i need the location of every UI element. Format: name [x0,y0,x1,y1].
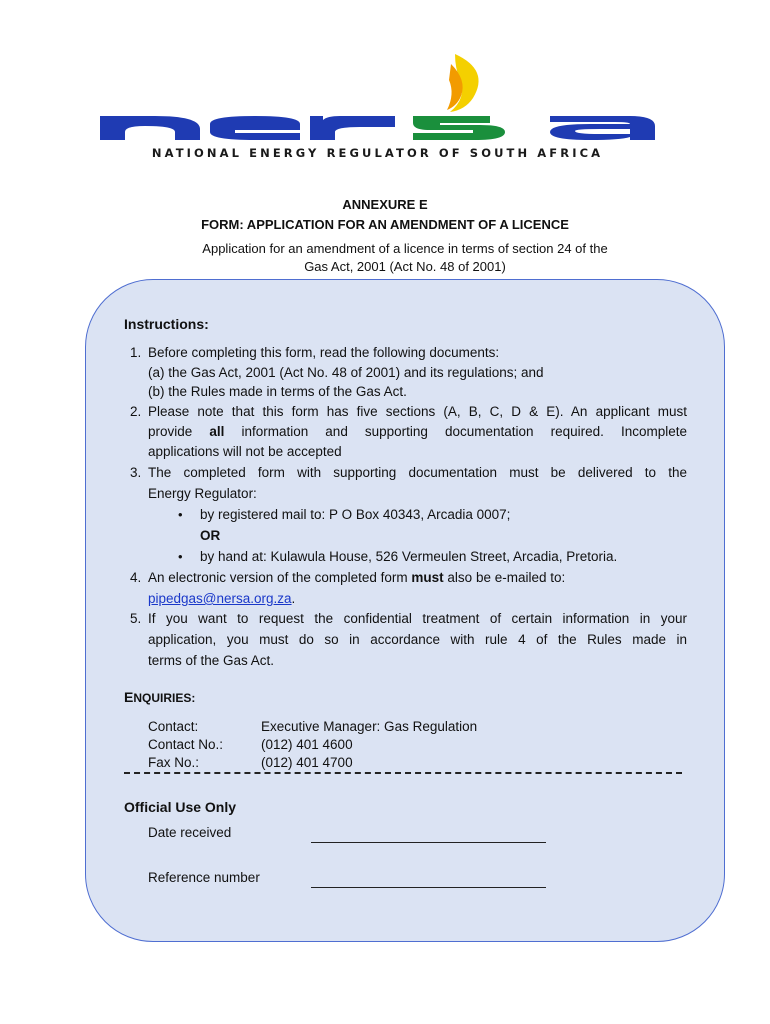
text-run: E [124,689,134,705]
instruction-5-line-3: terms of the Gas Act. [148,653,275,668]
annexure-label: ANNEXURE E [342,197,428,212]
subtitle-line-1: Application for an amendment of a licence in terms of section 24 of the [202,241,608,256]
text-run: also be e-mailed to: [447,570,566,585]
contact-value: Executive Manager: Gas Regulation [261,719,478,734]
emphasis-must: must [411,570,444,585]
reference-number-field[interactable] [311,871,546,888]
instruction-1: Before completing this form, read the following documents: [148,345,500,360]
instruction-4-line-1 [148,568,565,588]
logo-letter-a [550,116,655,140]
enquiries-heading [124,689,195,705]
form-subtitle [170,240,640,276]
email-link[interactable]: pipedgas@nersa.org.za [148,591,292,606]
contact-no-label: Contact No.: [148,737,224,752]
contact-no-value: (012) 401 4600 [261,737,353,752]
instruction-2-line-3: applications will not be accepted [148,444,342,459]
instruction-1b: (b) the Rules made in terms of the Gas Act. [148,384,407,399]
instruction-3-line-1: The completed form with supporting documentation must be delivered to the [148,465,687,480]
item-number: 5. [130,611,142,626]
text-run: information and supporting documentation required. Incomplete [241,424,687,439]
logo-letter-r [310,116,395,140]
logo-letter-n [100,116,200,140]
delivery-mail: by registered mail to: P O Box 40343, Arcadia 0007; [200,507,511,522]
text-run: provide [148,424,193,439]
item-number: 4. [130,570,142,585]
instruction-4-line-2 [148,589,295,609]
logo-letter-e [210,116,300,140]
instruction-2-line-1: Please note that this form has five sections (A, B, C, D & E). An applicant must [148,404,687,419]
instruction-1a: (a) the Gas Act, 2001 (Act No. 48 of 2001) and its regulations; and [148,365,544,380]
contact-label: Contact: [148,719,199,734]
item-number: 2. [130,404,142,419]
logo-letter-s [413,116,505,140]
official-use-heading: Official Use Only [124,799,237,815]
text-run: An electronic version of the completed form [148,570,408,585]
date-received-label: Date received [148,825,232,840]
instruction-2-line-2 [148,422,687,442]
cut-divider [124,772,682,776]
logo-tagline: NATIONAL ENERGY REGULATOR OF SOUTH AFRICA [151,146,604,160]
item-number: 3. [130,465,142,480]
text-run: . [291,591,296,606]
form-title: FORM: APPLICATION FOR AN AMENDMENT OF A LICENCE [201,217,569,232]
fax-value: (012) 401 4700 [261,755,353,770]
delivery-hand: by hand at: Kulawula House, 526 Vermeulen Street, Arcadia, Pretoria. [200,549,618,564]
instruction-5-line-2: application, you must do so in accordance with rule 4 of the Rules made in [148,632,687,647]
nersa-logo [95,50,660,165]
instruction-5-line-1: If you want to request the confidential treatment of certain information in your [148,611,687,626]
instruction-3-line-2: Energy Regulator: [148,486,257,501]
nersa-logo-mark [95,50,660,146]
text-run: NQUIRIES: [133,691,196,705]
delivery-or: OR [200,528,221,543]
reference-number-label: Reference number [148,870,260,885]
fax-label: Fax No.: [148,755,200,770]
item-number: 1. [130,345,142,360]
subtitle-line-2: Gas Act, 2001 (Act No. 48 of 2001) [304,259,506,274]
bullet-icon: • [178,549,183,564]
emphasis-all: all [209,424,225,439]
bullet-icon: • [178,507,183,522]
instructions-heading: Instructions: [124,316,209,332]
date-received-field[interactable] [311,826,546,843]
